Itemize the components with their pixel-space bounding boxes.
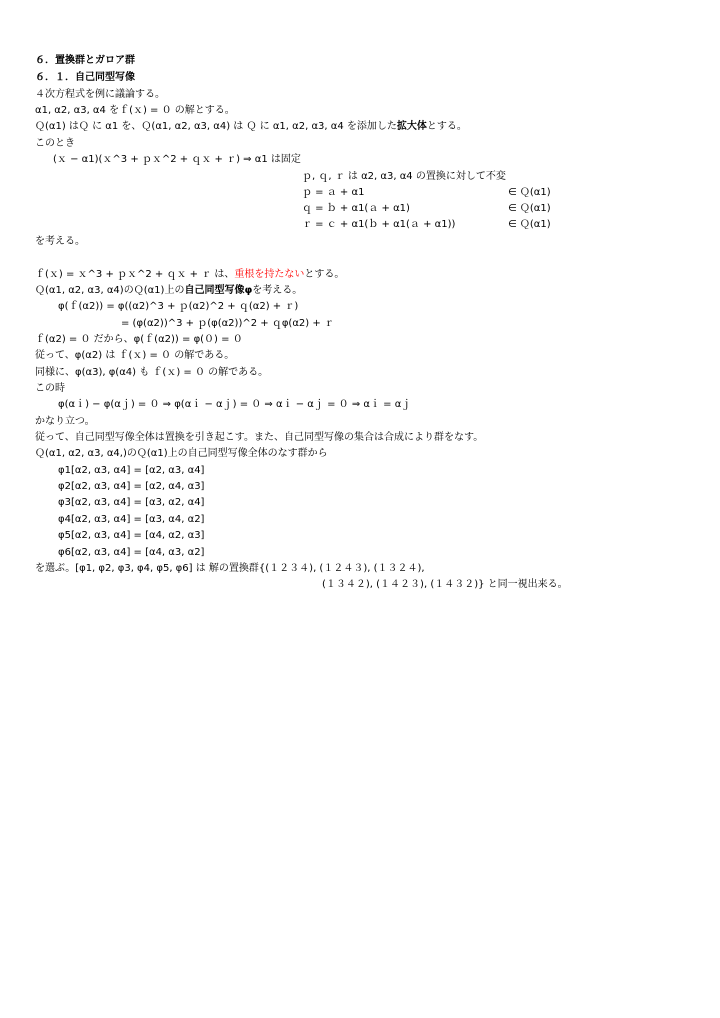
phi-equation-2: = (φ(α2))^3 + ｐ(φ(α2))^2 + ｑφ(α2) + ｒ [121,318,334,329]
group-from-line: Ｑ(α1, α2, α3, α4,)のＱ(α1)上の自己同型写像全体のなす群から [35,448,328,459]
subsection-heading: ６．１．自己同型写像 [35,72,135,83]
extension-suffix: とする。 [426,121,467,132]
map-phi2: φ2[α2, α3, α4] = [α2, α4, α3] [58,481,205,492]
map-phi4: φ4[α2, α3, α4] = [α3, α4, α2] [58,514,205,525]
identify-line: (１３４２), (１４２３), (１４３２)} と同一視出来る。 [322,579,568,590]
automorphism-text: Ｑ(α1, α2, α3, α4)のＱ(α1)上の [35,285,185,296]
choose-line: を選ぶ。[φ1, φ2, φ3, φ4, φ5, φ6] は 解の置換群{(１２３４), (１２４３), (１３２４), [35,563,425,574]
automorphism-term: 自己同型写像φ [184,285,253,296]
factor-line: (ｘ − α1)(ｘ^3 + ｐｘ^2 + ｑｘ + ｒ) ⇒ α1 は固定 [53,154,301,165]
invariant-line: ｐ, ｑ, ｒ は α2, α3, α4 の置換に対して不変 [302,171,506,182]
automorphism-suffix: を考える。 [252,285,303,296]
cubic-text: ｆ(ｘ) = ｘ^3 + ｐｘ^2 + ｑｘ + ｒ は、 [35,269,235,280]
root-conclusion-line: 従って、φ(α2) は ｆ(ｘ) = ０ の解である。 [35,350,235,361]
q-formula: ｑ = ｂ + α1(ａ + α1) [302,203,410,214]
then-line: このとき [35,138,75,149]
extension-text: Ｑ(α1) はＱ に α1 を、Ｑ(α1, α2, α3, α4) は Ｑ に α1, α2, α3, α4 を添加した [35,121,397,132]
section-heading: ６．置換群とガロア群 [35,55,135,66]
no-repeated-roots-line [35,268,344,281]
extension-term: 拡大体 [396,121,427,132]
roots-line: α1, α2, α3, α4 をｆ(ｘ) = ０ の解とする。 [35,105,235,116]
r-membership: ∈ Ｑ(α1) [508,219,551,230]
r-formula: ｒ = ｃ + α1(ｂ + α1(ａ + α1)) [302,219,456,230]
injectivity-line: φ(αｉ) − φ(αｊ) = ０ ⇒ φ(αｉ − αｊ) = ０ ⇒ αｉ − αｊ = ０ ⇒ αｉ = αｊ [58,399,412,410]
map-phi1: φ1[α2, α3, α4] = [α2, α3, α4] [58,465,205,476]
automorphism-line [35,284,302,297]
map-phi6: φ6[α2, α3, α4] = [α4, α3, α2] [58,547,205,558]
holds-line: かなり立つ。 [35,416,95,427]
p-membership: ∈ Ｑ(α1) [508,187,551,198]
extension-line [35,120,467,133]
consider-line: を考える。 [35,236,85,247]
phi-zero-line: ｆ(α2) = ０ だから、φ(ｆ(α2)) = φ(０) = ０ [35,334,243,345]
q-membership: ∈ Ｑ(α1) [508,203,551,214]
cubic-suffix: とする。 [304,269,345,280]
map-phi3: φ3[α2, α3, α4] = [α3, α2, α4] [58,497,205,508]
map-phi5: φ5[α2, α3, α4] = [α4, α2, α3] [58,530,205,541]
repeated-root-emphasis: 重根を持たない [234,269,305,280]
intro-line: ４次方程式を例に議論する。 [35,89,165,100]
phi-equation-1: φ(ｆ(α2)) = φ((α2)^3 + ｐ(α2)^2 + ｑ(α2) + ｒ) [58,301,299,312]
p-formula: ｐ = ａ + α1 [302,187,365,198]
similarly-line: 同様に、φ(α3), φ(α4) も ｆ(ｘ) = ０ の解である。 [35,367,269,378]
at-this-time-line: この時 [35,383,65,394]
group-line: 従って、自己同型写像全体は置換を引き起こす。また、自己同型写像の集合は合成により群をなす。 [35,432,484,443]
